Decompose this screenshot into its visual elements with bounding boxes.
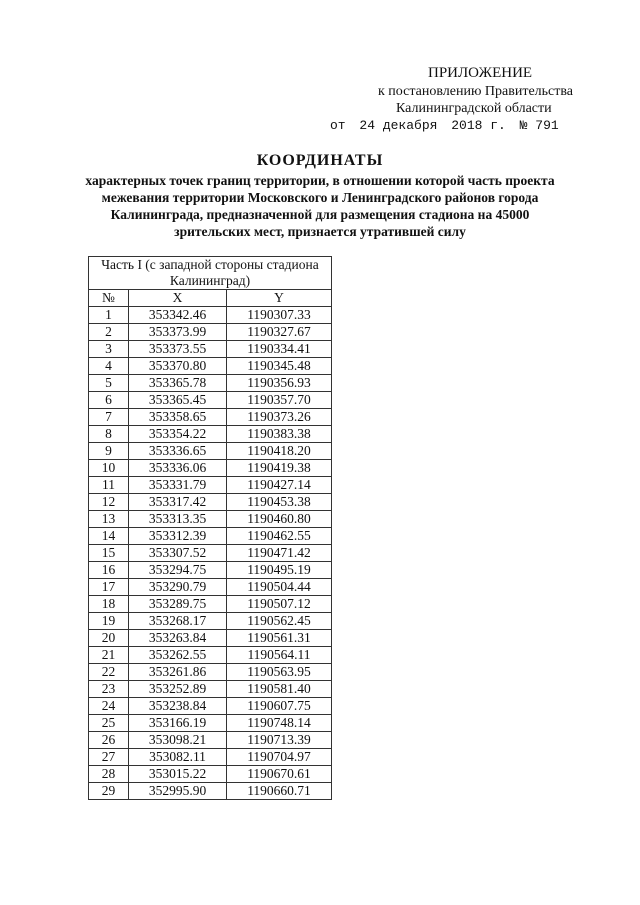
row-number: 24 xyxy=(89,698,129,715)
coordinates-table xyxy=(88,256,332,800)
row-number: 29 xyxy=(89,783,129,800)
x-coordinate: 352995.90 xyxy=(129,783,227,800)
table-row xyxy=(89,494,332,511)
row-number: 15 xyxy=(89,545,129,562)
row-number: 20 xyxy=(89,630,129,647)
x-coordinate: 353290.79 xyxy=(129,579,227,596)
x-coordinate: 353365.78 xyxy=(129,375,227,392)
appendix-region-line: Калининградской области xyxy=(396,101,552,116)
y-coordinate: 1190334.41 xyxy=(227,341,332,358)
table-row xyxy=(89,358,332,375)
table-row xyxy=(89,783,332,800)
y-coordinate: 1190564.11 xyxy=(227,647,332,664)
table-row xyxy=(89,715,332,732)
y-coordinate: 1190495.19 xyxy=(227,562,332,579)
x-coordinate: 353312.39 xyxy=(129,528,227,545)
column-header-x: X xyxy=(129,290,227,307)
document-title: КООРДИНАТЫ xyxy=(256,152,384,169)
y-coordinate: 1190460.80 xyxy=(227,511,332,528)
document-number: № 791 xyxy=(519,118,559,133)
table-row xyxy=(89,647,332,664)
row-number: 18 xyxy=(89,596,129,613)
table-row xyxy=(89,732,332,749)
y-coordinate: 1190356.93 xyxy=(227,375,332,392)
date-prefix: от xyxy=(330,118,346,133)
x-coordinate: 353294.75 xyxy=(129,562,227,579)
y-coordinate: 1190419.38 xyxy=(227,460,332,477)
x-coordinate: 353268.17 xyxy=(129,613,227,630)
row-number: 17 xyxy=(89,579,129,596)
x-coordinate: 353313.35 xyxy=(129,511,227,528)
table-row xyxy=(89,460,332,477)
table-row xyxy=(89,426,332,443)
y-coordinate: 1190563.95 xyxy=(227,664,332,681)
y-coordinate: 1190373.26 xyxy=(227,409,332,426)
row-number: 26 xyxy=(89,732,129,749)
table-row xyxy=(89,443,332,460)
row-number: 22 xyxy=(89,664,129,681)
column-header-y: Y xyxy=(227,290,332,307)
y-coordinate: 1190383.38 xyxy=(227,426,332,443)
table-row xyxy=(89,630,332,647)
document-subtitle: характерных точек границ территории, в отношении которой часть проекта межевания территории Московского и Ленинградского районов города Калининграда, предназначенной для размещения стадиона на 45000 зрительских мест, признается утратившей силу xyxy=(85,173,555,239)
x-coordinate: 353261.86 xyxy=(129,664,227,681)
table-row xyxy=(89,698,332,715)
date-value: 24 декабря xyxy=(359,118,438,133)
date-year: 2018 г. xyxy=(451,118,506,133)
row-number: 2 xyxy=(89,324,129,341)
table-row xyxy=(89,596,332,613)
x-coordinate: 353331.79 xyxy=(129,477,227,494)
table-row xyxy=(89,477,332,494)
row-number: 4 xyxy=(89,358,129,375)
y-coordinate: 1190462.55 xyxy=(227,528,332,545)
table-row xyxy=(89,409,332,426)
x-coordinate: 353354.22 xyxy=(129,426,227,443)
y-coordinate: 1190357.70 xyxy=(227,392,332,409)
x-coordinate: 353365.45 xyxy=(129,392,227,409)
appendix-title: ПРИЛОЖЕНИЕ xyxy=(428,65,533,81)
y-coordinate: 1190345.48 xyxy=(227,358,332,375)
x-coordinate: 353263.84 xyxy=(129,630,227,647)
row-number: 1 xyxy=(89,307,129,324)
y-coordinate: 1190471.42 xyxy=(227,545,332,562)
y-coordinate: 1190453.38 xyxy=(227,494,332,511)
y-coordinate: 1190418.20 xyxy=(227,443,332,460)
table-row xyxy=(89,341,332,358)
x-coordinate: 353166.19 xyxy=(129,715,227,732)
x-coordinate: 353370.80 xyxy=(129,358,227,375)
x-coordinate: 353238.84 xyxy=(129,698,227,715)
row-number: 11 xyxy=(89,477,129,494)
appendix-date-line xyxy=(330,118,565,133)
y-coordinate: 1190704.97 xyxy=(227,749,332,766)
y-coordinate: 1190748.14 xyxy=(227,715,332,732)
x-coordinate: 353317.42 xyxy=(129,494,227,511)
x-coordinate: 353098.21 xyxy=(129,732,227,749)
y-coordinate: 1190327.67 xyxy=(227,324,332,341)
table-row xyxy=(89,681,332,698)
table-row xyxy=(89,613,332,630)
appendix-reference-line: к постановлению Правительства xyxy=(378,84,574,99)
row-number: 16 xyxy=(89,562,129,579)
table-row xyxy=(89,324,332,341)
x-coordinate: 353342.46 xyxy=(129,307,227,324)
table-row xyxy=(89,545,332,562)
row-number: 6 xyxy=(89,392,129,409)
y-coordinate: 1190562.45 xyxy=(227,613,332,630)
table-row xyxy=(89,307,332,324)
row-number: 27 xyxy=(89,749,129,766)
x-coordinate: 353082.11 xyxy=(129,749,227,766)
y-coordinate: 1190713.39 xyxy=(227,732,332,749)
row-number: 5 xyxy=(89,375,129,392)
x-coordinate: 353015.22 xyxy=(129,766,227,783)
y-coordinate: 1190504.44 xyxy=(227,579,332,596)
x-coordinate: 353358.65 xyxy=(129,409,227,426)
table-row xyxy=(89,579,332,596)
table-row xyxy=(89,664,332,681)
table-row xyxy=(89,749,332,766)
row-number: 7 xyxy=(89,409,129,426)
y-coordinate: 1190581.40 xyxy=(227,681,332,698)
table-body xyxy=(89,307,332,800)
x-coordinate: 353252.89 xyxy=(129,681,227,698)
x-coordinate: 353262.55 xyxy=(129,647,227,664)
y-coordinate: 1190507.12 xyxy=(227,596,332,613)
row-number: 14 xyxy=(89,528,129,545)
x-coordinate: 353373.99 xyxy=(129,324,227,341)
row-number: 25 xyxy=(89,715,129,732)
table-row xyxy=(89,528,332,545)
row-number: 28 xyxy=(89,766,129,783)
row-number: 19 xyxy=(89,613,129,630)
table-row xyxy=(89,562,332,579)
row-number: 13 xyxy=(89,511,129,528)
y-coordinate: 1190607.75 xyxy=(227,698,332,715)
row-number: 8 xyxy=(89,426,129,443)
x-coordinate: 353289.75 xyxy=(129,596,227,613)
table-row xyxy=(89,375,332,392)
y-coordinate: 1190660.71 xyxy=(227,783,332,800)
y-coordinate: 1190561.31 xyxy=(227,630,332,647)
row-number: 3 xyxy=(89,341,129,358)
y-coordinate: 1190670.61 xyxy=(227,766,332,783)
row-number: 23 xyxy=(89,681,129,698)
x-coordinate: 353336.65 xyxy=(129,443,227,460)
row-number: 21 xyxy=(89,647,129,664)
x-coordinate: 353336.06 xyxy=(129,460,227,477)
table-row xyxy=(89,511,332,528)
table-part-header: Часть I (с западной стороны стадиона Калининград) xyxy=(89,257,332,290)
row-number: 10 xyxy=(89,460,129,477)
y-coordinate: 1190307.33 xyxy=(227,307,332,324)
y-coordinate: 1190427.14 xyxy=(227,477,332,494)
row-number: 12 xyxy=(89,494,129,511)
table-row xyxy=(89,766,332,783)
x-coordinate: 353307.52 xyxy=(129,545,227,562)
row-number: 9 xyxy=(89,443,129,460)
table-row xyxy=(89,392,332,409)
column-header-number: № xyxy=(89,290,129,307)
x-coordinate: 353373.55 xyxy=(129,341,227,358)
